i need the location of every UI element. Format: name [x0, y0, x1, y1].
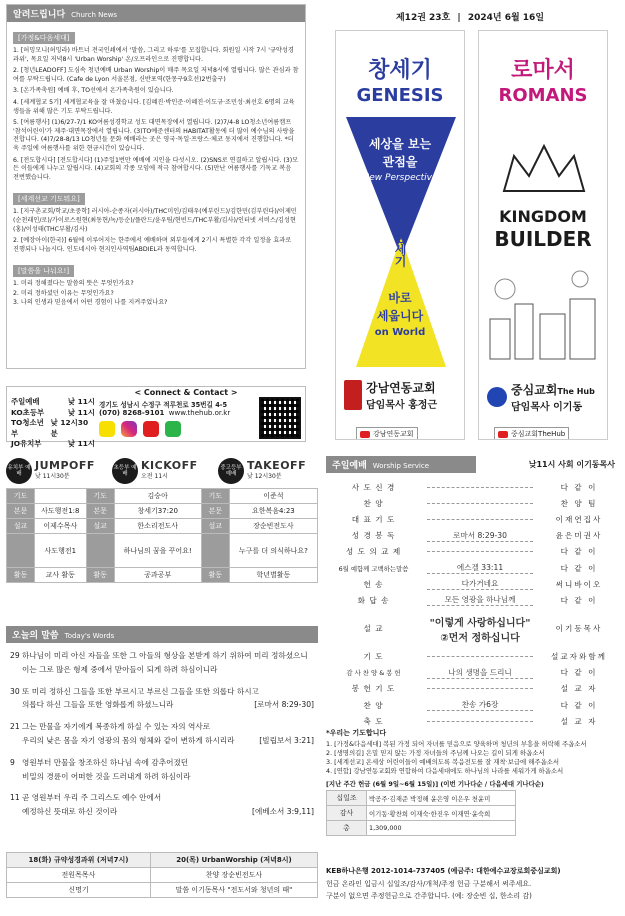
bank-note-2: 구분이 없으면 주정헌금으로 간주합니다. (예: 장순빈 십, 한소리 감): [326, 892, 532, 900]
verse-line: [10, 720, 314, 734]
service-detail: [427, 656, 533, 657]
verse-text: 이는 그로 많은 형제 중에서 맏아들이 되게 하려 하심이니라: [22, 664, 218, 674]
genesis-title-kr: 창세기: [368, 58, 432, 83]
sermon-title: "이렇게 사랑하십니다": [429, 617, 531, 629]
service-leader: 다 같 이: [560, 563, 598, 573]
service-item: 성 경 봉 독: [351, 531, 396, 541]
label-text: 본문: [201, 504, 229, 519]
group-badge: 초등부 예배: [112, 458, 138, 484]
issue-label: 제12권 23호: [395, 13, 451, 23]
youtube-icon: [498, 431, 508, 438]
romans-banner: [478, 30, 608, 440]
offering-table: [326, 790, 516, 836]
verse-reference: [에베소서 3:9,11]: [252, 807, 314, 817]
genesis-youtube-label: 강남연동교회: [373, 430, 414, 438]
instagram-icon[interactable]: [121, 421, 137, 437]
issue-date: 2024년 6월 16일: [467, 13, 545, 23]
service-detail: [427, 562, 533, 574]
genesis-line3: New Perspective: [362, 173, 438, 183]
youtube-icon[interactable]: [143, 421, 159, 437]
verse-text: 또 미리 정하신 그들을 또한 부르시고 부르신 그들을 또한 의롭다 하시고: [22, 686, 259, 696]
news-item: 1. [허밍모니(허밍라) 바트너 전국인쇄에서 '말씀, 그리고 하루'를 모집합니다. 회원일 시작 7시 '규약성경과위', 목요일 저녁8시 'Urban Worship' 온/오프라인으로 진행합니다.: [13, 47, 294, 63]
verse-number: [10, 663, 22, 677]
schedule-row: [11, 397, 95, 408]
label-prayer: 기도: [201, 489, 229, 504]
group-name: KICKOFF: [141, 459, 198, 472]
genesis-line5: 세웁니다: [376, 309, 424, 323]
service-order: [326, 479, 619, 729]
service-detail: [427, 578, 533, 590]
group-name: TAKEOFF: [247, 459, 307, 472]
schedule-time: 낮 11시: [67, 439, 95, 448]
service-leader: 설 교 자: [560, 684, 598, 694]
genesis-line1: 세상을 보는: [368, 137, 432, 151]
jump-activity: 교사 활동: [35, 568, 87, 583]
verse-text: 그는 만물을 자기에게 복종하게 하실 수 있는 자의 역사로: [22, 722, 211, 732]
blog-icon[interactable]: [165, 421, 181, 437]
meetings-table: [6, 852, 318, 898]
question-item: 3. 나의 인생과 믿음에서 어떤 경험이 나를 지켜주었나요?: [13, 299, 168, 307]
schedule-name: TO청소년부: [11, 418, 44, 438]
todays-words-section: [6, 626, 318, 846]
jump-sermon: 사도행전1: [35, 534, 87, 568]
romans-youtube-label: 중심교회TheHub: [511, 430, 566, 438]
kick-prayer: 김승아: [114, 489, 201, 504]
service-row: [326, 697, 619, 713]
service-leader: 다 같 이: [560, 547, 598, 557]
question-list: [13, 280, 299, 308]
genesis-vertical: 창세기: [393, 231, 407, 267]
service-detail: [427, 721, 533, 722]
question-item: 1. 미리 정해졌다는 말씀의 뜻은 무엇인가요?: [13, 280, 134, 288]
contact-header: < Connect & Contact >: [134, 388, 238, 397]
service-item: 사 도 신 경: [351, 482, 396, 492]
service-leader: 이기동목사: [555, 624, 603, 633]
meeting-head-1: 18(화) 규약성경과위 (저녁7시): [7, 853, 151, 868]
kids-headers: [6, 456, 318, 486]
contact-box: [6, 386, 306, 448]
group-time: 낮 12시30분: [247, 473, 282, 480]
verse-line: [10, 734, 314, 748]
service-item: 헌 송: [363, 579, 384, 589]
service-item: 기 도: [363, 652, 384, 662]
verse-text: 곧 영원부터 우리 주 그리스도 예수 안에서: [22, 793, 162, 803]
service-detail: [427, 688, 533, 689]
genesis-youtube-link[interactable]: [356, 427, 418, 440]
group-time: 오전 11시: [141, 473, 168, 480]
romans-builder: BUILDER: [494, 227, 592, 251]
church-phone: (070) 8268-9101: [99, 409, 165, 417]
service-leader: 다 같 이: [560, 482, 598, 492]
schedule-time: 낮 11시: [67, 407, 95, 417]
service-detail: [427, 503, 533, 504]
meeting-2-worship: 찬양 장순빈전도사: [150, 868, 317, 883]
church-address: 경기도 성남시 수정구 적루천로 35번길 4-5: [99, 401, 228, 409]
verse-number: 11: [10, 793, 20, 803]
service-detail-text: 에스겔 33:11: [456, 563, 504, 573]
verse-text: 하나님이 미리 아신 자들을 또한 그 아들의 형상을 본받게 하기 위하여 미리 정하셨으니: [22, 651, 308, 660]
bank-note-1: 헌금 온라인 입금시 십일조/감사/개척/주정 헌금 구분해서 써주세요.: [326, 880, 532, 888]
verse-number: 29: [10, 651, 20, 660]
service-title: 주일예배: [332, 461, 367, 471]
verse-number: 30: [10, 686, 20, 696]
service-item: 대 표 기 도: [351, 514, 396, 524]
service-detail: [427, 594, 533, 606]
kakao-icon[interactable]: [99, 421, 115, 437]
group-name-wrap: [35, 460, 95, 482]
service-detail-text: 나의 생명을 드리니: [448, 667, 512, 677]
take-sermon: 누구를 더 의식하나요?: [229, 534, 317, 568]
verse-line: [10, 663, 314, 677]
label-activity: 활동: [7, 568, 35, 583]
service-item: 6월 예함께 고백하는말씀: [338, 564, 409, 573]
romans-title-kr: 로마서: [511, 58, 575, 83]
offering-type: 십일조: [327, 791, 367, 806]
schedule-row: [11, 408, 95, 419]
kids-section: [6, 456, 318, 616]
service-item: 봉 헌 기 도: [351, 684, 396, 694]
kids-group-header: [218, 456, 318, 486]
service-item: 성 도 의 교 제: [345, 547, 402, 557]
news-item: 4. [세계협교 5기] 세계협교육을 잘 마쳤습니다. [김혜진·박인준·이혜진·이도규·조민성·최선호 6명의 교육생들을 위해 많은 기도 부탁드립니다.: [13, 98, 295, 115]
label-title: 설교: [86, 519, 114, 534]
news-item: 2. [청년LEADOFF] 도심속 청년예배 Urban Worship이 매주 목요일 저녁8시에 열립니다. 많은 관심과 참여를 부탁드립니다. (Cafe de Lyon 서울본점, 신반포역(한몽구9호선)2번출구): [13, 67, 299, 83]
verse-list: [6, 643, 318, 819]
label-activity: 활동: [201, 568, 229, 583]
kick-activity: 공과공부: [114, 568, 201, 583]
schedule-row: [11, 418, 95, 439]
news-title: 알려드립니다: [13, 10, 66, 20]
service-detail: [427, 551, 533, 552]
schedule-time: 낮 11시: [67, 397, 95, 406]
jump-title: 이제수목사: [35, 519, 87, 534]
service-detail-text: 찬송 가6장: [461, 700, 499, 710]
verse-text: 의롭다 하신 그들을 또한 영화롭게 하셨느니라: [22, 700, 174, 710]
service-leader: 설교자와함께: [550, 652, 607, 662]
verse-text: 예정하신 뜻대로 하신 것이라: [22, 807, 118, 817]
group-name: JUMPOFF: [35, 459, 95, 472]
qr-code[interactable]: [259, 397, 301, 439]
service-schedule: [11, 397, 95, 450]
service-leader: 다 같 이: [560, 595, 598, 605]
genesis-line6: on World: [374, 327, 426, 338]
service-detail: [427, 530, 533, 542]
romans-church-tag: The Hub: [557, 387, 595, 396]
news-item: 3. [온가족축원] 예배 후, TO선에서 온가족축원이 있습니다.: [13, 87, 174, 95]
church-news-section: [6, 4, 306, 369]
service-item: 찬 양: [363, 700, 384, 710]
verse-number: 9: [10, 757, 15, 767]
service-detail: [427, 487, 533, 488]
verse-number: [10, 698, 22, 712]
service-item: 찬 양: [363, 498, 384, 508]
service-leader: 설 교 자: [560, 716, 598, 726]
service-row: [326, 681, 619, 697]
group-time: 낮 11시30분: [35, 473, 70, 480]
verse-number: [10, 805, 22, 819]
sermon-subtitle: ②먼저 정하십니다: [440, 632, 520, 644]
meeting-1-leader: 전원목목사: [7, 868, 151, 883]
genesis-line4: 바로: [388, 291, 412, 305]
verse-line: [10, 791, 314, 805]
kick-sermon: 하나님의 꿈을 꾸어요!: [114, 534, 201, 568]
bank-info: [326, 866, 619, 901]
take-prayer: 이준석: [229, 489, 317, 504]
schedule-name: 주일예배: [11, 397, 40, 406]
news-title-en: Church News: [71, 11, 118, 19]
genesis-line2: 관점을: [382, 155, 418, 169]
prayer-list: [326, 740, 619, 776]
mission-item: 1. [지구촌교회/학교/초중학] 러시아-순종자(러시아)/THC미인/김태우(예부린드)/김한민(김부린다)/이제민(순천래인/로)/가이로스원현(최동현/녹/등순)/플란드/윤우팀/현빈드/THC부활/김사)/인터넷 서비스/김성현(홍)/이성태(THC부활/김사): [13, 208, 297, 233]
service-header: [326, 456, 476, 473]
hub-logo-icon: [487, 387, 507, 407]
verse-text: 영원부터 만물을 창조하신 하나님 속에 감추어졌던: [22, 757, 189, 767]
label-title: 설교: [201, 519, 229, 534]
service-item: 화 답 송: [357, 595, 390, 605]
news-list: [13, 47, 299, 182]
verse-reference: [빌립보서 3:21]: [259, 735, 314, 745]
group-badge: 중고등부 예배: [218, 458, 244, 484]
service-row: [326, 609, 619, 649]
schedule-time: 낮 12시30분: [50, 418, 89, 438]
words-title: 오늘의 말씀: [12, 631, 59, 641]
service-row: [326, 713, 619, 729]
city-illustration: [485, 259, 603, 369]
service-leader: 찬 양 팀: [560, 498, 598, 508]
verse-number: [10, 770, 22, 784]
service-time: 낮11시 사회 이기동목사: [528, 460, 615, 469]
romans-title-en: ROMANS: [498, 85, 588, 106]
prayer-item: 2. [생명의길] 은밀 믿지 않는 가정 자녀들의 주님께 나오는 길이 되게 하옵소서: [326, 749, 545, 757]
schedule-row: [11, 439, 95, 450]
verse-line: [10, 756, 314, 770]
verse-text: 비밀의 경륜이 어떠한 것을 드러내게 하려 하심이라: [22, 771, 191, 781]
label-text: 본문: [7, 504, 35, 519]
label-title: 설교: [7, 519, 35, 534]
service-row: [326, 479, 619, 495]
offering-names: 박공주·김재준 박정해 윤은영 이은우 천윤미: [367, 791, 516, 806]
kick-title: 한소리전도사: [114, 519, 201, 534]
bank-account: KEB하나은행 2012-1014-737405 (예금주: 대한예수교장로회중심교회): [326, 867, 561, 875]
kids-table: [6, 488, 318, 583]
news-sub-header-share: [말씀을 나눠요!]: [13, 265, 74, 277]
offering-head: [지난 주간 헌금 (6월 9일~6월 15일)] (이번 기나다순 / 다음세대 기나다순): [326, 780, 544, 788]
verse-text: 우리의 낮은 몸을 자기 영광의 몸의 형체와 같이 변하게 하시리라: [22, 735, 235, 745]
crown-icon: [494, 141, 594, 201]
prayer-section: [326, 728, 619, 836]
genesis-banner: [335, 30, 465, 440]
verse-line: [10, 770, 314, 784]
kids-group-header: [112, 456, 212, 486]
offering-names: 이기동·황찬희 이재숙·한진우 이재연·윤숙희: [367, 806, 516, 821]
verse-line: [10, 698, 314, 712]
schedule-name: KO초등부: [11, 407, 45, 417]
offering-type: 총: [327, 821, 367, 836]
service-detail-text: 로마서 8:29-30: [453, 530, 507, 540]
label-prayer: 기도: [7, 489, 35, 504]
kick-text: 창세기37:20: [114, 504, 201, 519]
label-prayer: 기도: [86, 489, 114, 504]
take-title: 장순빈전도사: [229, 519, 317, 534]
service-row: [326, 576, 619, 592]
youtube-icon: [360, 431, 370, 438]
service-row: [326, 528, 619, 544]
service-title-en: Worship Service: [372, 462, 430, 470]
schedule-name: JO유치부: [11, 439, 42, 448]
words-header: [6, 626, 318, 643]
genesis-title-en: GENESIS: [356, 85, 444, 106]
service-row: [326, 511, 619, 527]
label-text: 본문: [86, 504, 114, 519]
news-sub-header-family: [가정&다음세대]: [13, 32, 75, 44]
service-detail: [421, 614, 539, 644]
romans-pastor: 담임목사 이기동: [511, 402, 583, 413]
service-leader: 윤은미권사: [555, 531, 603, 541]
issue-header: 제12권 23호 | 2024년 6월 16일: [395, 13, 545, 23]
service-item: 감 사 찬 양 & 봉 헌: [346, 669, 401, 678]
mission-list: [13, 208, 299, 254]
prayer-item: 3. [세계선교] 온세상 어린이들이 예배의도록 복음전도를 잘 재착·보급에 해주옵소서: [326, 758, 560, 766]
service-leader: 이재연집사: [555, 514, 603, 524]
service-item: 설 교: [363, 624, 384, 633]
group-name-wrap: [141, 460, 198, 482]
meeting-2-word: 말씀 이기동목사 "전도서와 청년의 때": [150, 883, 317, 898]
service-leader: 다 같 이: [560, 668, 598, 678]
take-text: 요한복음4:23: [229, 504, 317, 519]
group-name-wrap: [247, 460, 306, 482]
prayer-item: 4. [연합] 강남연동교회와 연합하여 다음세대에도 하나님의 나라를 세워가게 하옵소서: [326, 767, 564, 775]
romans-kingdom: KINGDOM: [499, 207, 587, 226]
service-detail-text: 다가거네요: [461, 579, 499, 589]
worship-service-section: [326, 456, 619, 726]
news-header: [7, 5, 305, 22]
meeting-head-2: 20(목) UrbanWorship (저녁8시): [150, 853, 317, 868]
verse-line: [10, 805, 314, 819]
jump-text: 사도행전1:8: [35, 504, 87, 519]
group-badge: 유치부 예배: [6, 458, 32, 484]
church-website[interactable]: www.thehub.or.kr: [168, 409, 231, 417]
romans-church: 중심교회: [511, 383, 558, 397]
service-row: [326, 544, 619, 560]
cross-logo-icon: [344, 380, 362, 410]
meeting-1-book: 신명기: [7, 883, 151, 898]
news-item: 5. [여름행사] (1)6/27-7/1 KO여름성경학교 성도 대면목장에서 열립니다. (2)7/4-8 LO청소년여름캠프 '참석어린이'가 제주·대면목장에서 열립니다. (3)TO예준센터의 HABITAT활동에 더 많이 예수님의 사랑을 전합니다. (4)7/28-8/13 LO청년들 문화 예배라는 곳은 영국·독일·프랑스·체코 동지에서 진행합니다. *더욱 주일에 여름행사를 위한 현금시간이 있습니다.: [13, 119, 295, 152]
verse-reference: [로마서 8:29-30]: [254, 700, 314, 710]
genesis-church: 강남연동교회: [366, 381, 436, 395]
kids-group-header: [6, 456, 106, 486]
news-item: 6. [전도합시다] [전도합시다] (1)주일1번만 예배에 지인을 다섯시오. (2)SNS로 연결하고 알립시다. (3)모든 이들에게 나누고 알립시다. (4)교회의 각종 모임에 적극 참여합시다. (5)만난 여름행사를 기독교 복음 전번했습니다.: [13, 156, 299, 181]
news-sub-header-mission: [세계선교 기도뭐요]: [13, 193, 85, 205]
service-row: [326, 495, 619, 511]
service-detail-text: 모든 영광을 하나님께: [444, 595, 516, 605]
take-activity: 학년별활동: [229, 568, 317, 583]
service-row: [326, 560, 619, 576]
service-detail: [427, 667, 533, 679]
verse-number: 21: [10, 722, 20, 732]
service-detail: [427, 519, 533, 520]
prayer-item: 1. [가정&다음세대] 복된 가정 되어 자녀를 믿음으로 양육하며 청년의 부흥을 허락해 주옵소서: [326, 740, 587, 748]
service-leader: 써니바이오: [555, 579, 603, 589]
service-item: 축 도: [363, 716, 384, 726]
mission-item: 2. [예장아이(한국)] 6월에 이루어지는 한주에서 예배하며 외부들에게 2기시 특별한 각각 일정을 효과로 진행되나 나눕시다. 인도네시아 현지인사역팀ABDIEL과 동역합니다.: [13, 237, 292, 253]
verse-line: [10, 685, 314, 699]
prayer-title: *우리는 기도합니다: [326, 729, 387, 737]
service-row: [326, 592, 619, 608]
service-row: [326, 649, 619, 665]
romans-youtube-link[interactable]: [494, 427, 569, 440]
verse-line: [10, 649, 314, 663]
offering-type: 감사: [327, 806, 367, 821]
verse-number: [10, 734, 22, 748]
offering-names: 1,309,000: [367, 821, 516, 836]
question-item: 2. 미리 정하셨던 이유는 무엇인가요?: [13, 289, 114, 297]
service-row: [326, 665, 619, 681]
genesis-pastor: 담임목사 홍정근: [366, 400, 438, 411]
service-detail: [427, 699, 533, 711]
words-title-en: Today's Words: [64, 632, 115, 640]
service-leader: 다 같 이: [560, 700, 598, 710]
label-activity: 활동: [86, 568, 114, 583]
